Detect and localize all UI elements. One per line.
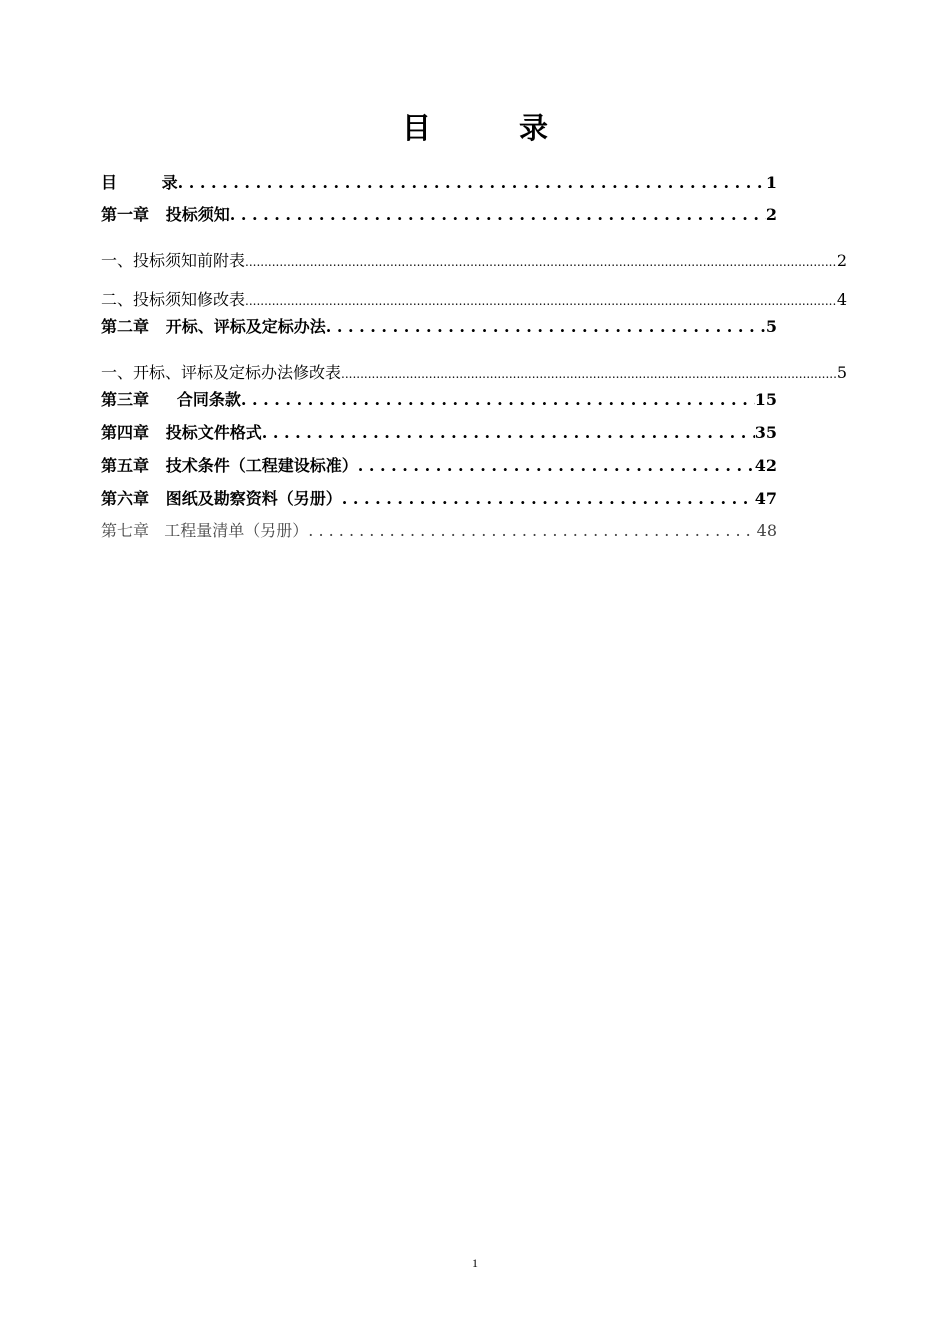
toc-entry[interactable] — [101, 360, 847, 383]
toc-entry-page: 2 — [836, 251, 847, 270]
toc-leader-dots — [262, 423, 755, 442]
toc-entry-label: 第二章 开标、评标及定标办法 — [101, 317, 326, 336]
toc-leader-dots — [178, 173, 766, 192]
toc-entry-label: 一、开标、评标及定标办法修改表 — [101, 363, 342, 382]
toc-entry[interactable] — [101, 420, 777, 443]
toc-entry-label: 第六章 图纸及勘察资料（另册） — [101, 489, 342, 508]
toc-leader-dots — [342, 489, 755, 508]
toc-leader-dots — [245, 290, 837, 309]
document-title: 目 录 — [401, 111, 549, 145]
toc-entry-label: 二、投标须知修改表 — [101, 290, 246, 309]
toc-entry-page: 5 — [836, 363, 847, 382]
page-number: 1 — [472, 1256, 478, 1270]
toc-entry[interactable] — [101, 248, 847, 271]
toc-entry[interactable] — [101, 287, 847, 310]
toc-entry[interactable] — [101, 170, 777, 193]
toc-entry-page: 2 — [765, 205, 777, 224]
toc-entry-label: 第五章 技术条件（工程建设标准） — [101, 456, 358, 475]
toc-entry-label: 第七章 工程量清单（另册） — [101, 521, 309, 540]
toc-entry-label: 目 录 — [101, 173, 178, 192]
toc-leader-dots — [230, 205, 766, 224]
toc-leader-dots — [245, 251, 837, 270]
toc-entry[interactable] — [101, 387, 777, 410]
toc-entry[interactable] — [101, 314, 777, 337]
toc-leader-dots — [308, 521, 756, 540]
toc-entry-label: 第三章 合同条款 — [101, 390, 241, 409]
toc-entry-page: 35 — [754, 423, 777, 442]
toc-entry-page: 15 — [754, 390, 777, 409]
toc-entry-label: 第四章 投标文件格式 — [101, 423, 262, 442]
toc-entry-label: 一、投标须知前附表 — [101, 251, 246, 270]
toc-entry-page: 4 — [836, 290, 847, 309]
toc-leader-dots — [341, 363, 837, 382]
toc-leader-dots — [326, 317, 766, 336]
toc-entry[interactable] — [101, 486, 777, 509]
toc-entry[interactable] — [101, 202, 777, 225]
toc-entry-page: 47 — [754, 489, 777, 508]
toc-leader-dots — [241, 390, 755, 409]
toc-leader-dots — [358, 456, 755, 475]
toc-entry-page: 5 — [765, 317, 777, 336]
toc-entry-page: 48 — [756, 521, 777, 540]
toc-entry-page: 42 — [754, 456, 777, 475]
toc-entry[interactable] — [101, 453, 777, 476]
toc-entry[interactable] — [101, 518, 777, 541]
toc-entry-page: 1 — [765, 173, 777, 192]
toc-entry-label: 第一章 投标须知 — [101, 205, 230, 224]
